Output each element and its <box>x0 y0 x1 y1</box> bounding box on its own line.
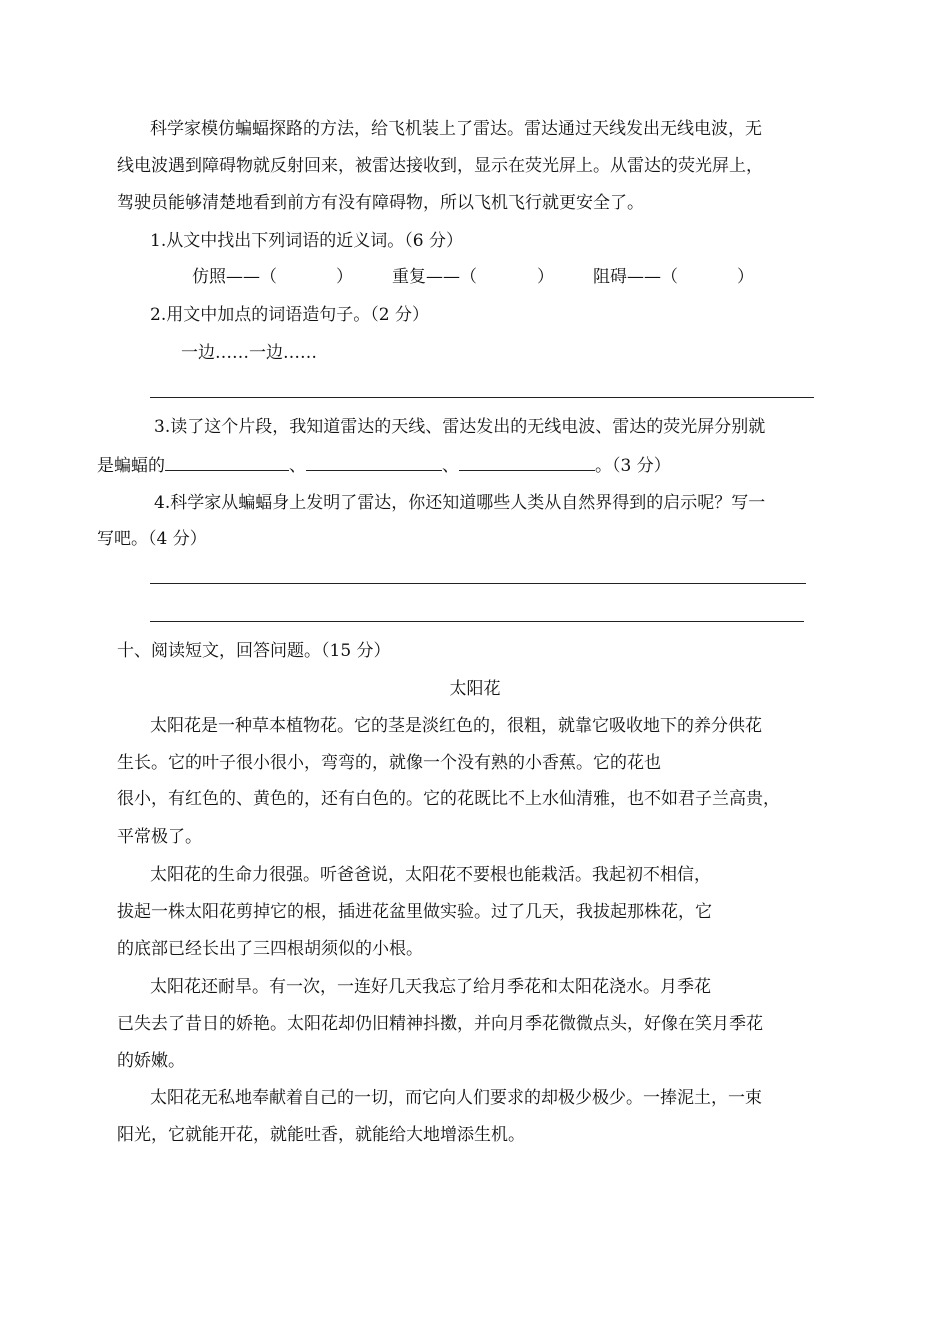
passage2-line-11: 太阳花无私地奉献着自己的一切，而它向人们要求的却极少极少。一捧泥土，一束 <box>150 1088 762 1108</box>
passage2-line-4: 平常极了。 <box>117 827 202 847</box>
q1-prompt: 1.从文中找出下列词语的近义词。（6 分） <box>150 231 463 251</box>
passage2-line-1: 太阳花是一种草本植物花。它的茎是淡红色的，很粗，就靠它吸收地下的养分供花 <box>150 716 762 736</box>
q4-line-1: 4.科学家从蝙蝠身上发明了雷达，你还知道哪些人类从自然界得到的启示呢？写一 <box>154 493 766 513</box>
passage2-line-5: 太阳花的生命力很强。听爸爸说，太阳花不要根也能栽活。我起初不相信， <box>150 865 711 885</box>
q3-tail: 。（3 分） <box>595 456 671 476</box>
passage2-line-2: 生长。它的叶子很小很小，弯弯的，就像一个没有熟的小香蕉。它的花也 <box>117 753 661 773</box>
passage2-title: 太阳花 <box>449 679 501 699</box>
passage2-line-6: 拔起一株太阳花剪掉它的根，插进花盆里做实验。过了几天，我拔起那株花，它 <box>117 902 712 922</box>
q2-prompt: 2.用文中加点的词语造句子。（2 分） <box>150 305 429 325</box>
q3-sep-1: 、 <box>289 456 306 476</box>
q4-answer-line-1[interactable] <box>150 583 806 584</box>
q2-answer-line[interactable] <box>150 397 814 398</box>
passage2-line-7: 的底部已经长出了三四根胡须似的小根。 <box>117 939 423 959</box>
q1-item-1-open: 仿照——（ <box>192 267 277 287</box>
q3-sep-2: 、 <box>442 456 459 476</box>
q3-blank-1[interactable] <box>165 452 289 471</box>
q1-item-2-open: 重复——（ <box>392 267 477 287</box>
q2-phrase: 一边……一边…… <box>181 343 317 363</box>
passage2-line-8: 太阳花还耐旱。有一次，一连好几天我忘了给月季花和太阳花浇水。月季花 <box>150 977 711 997</box>
passage1-line-2: 线电波遇到障碍物就反射回来，被雷达接收到，显示在荧光屏上。从雷达的荧光屏上， <box>117 156 763 176</box>
q3-line-2 <box>97 452 671 478</box>
q4-answer-line-2[interactable] <box>150 621 804 622</box>
q1-item-3-open: 阻碍——（ <box>593 267 678 287</box>
section10-heading: 十、阅读短文，回答问题。（15 分） <box>117 641 391 661</box>
passage2-line-12: 阳光，它就能开花，就能吐香，就能给大地增添生机。 <box>117 1125 525 1145</box>
q1-item-2-close: ） <box>537 267 554 287</box>
passage2-line-9: 已失去了昔日的娇艳。太阳花却仍旧精神抖擞，并向月季花微微点头，好像在笑月季花 <box>117 1014 763 1034</box>
passage1-line-1: 科学家模仿蝙蝠探路的方法，给飞机装上了雷达。雷达通过天线发出无线电波，无 <box>150 119 762 139</box>
passage2-line-3: 很小，有红色的、黄色的，还有白色的。它的花既比不上水仙清雅，也不如君子兰高贵， <box>117 789 780 809</box>
passage1-line-3: 驾驶员能够清楚地看到前方有没有障碍物，所以飞机飞行就更安全了。 <box>117 193 644 213</box>
q3-blank-2[interactable] <box>306 452 442 471</box>
q3-line-1: 3.读了这个片段，我知道雷达的天线、雷达发出的无线电波、雷达的荧光屏分别就 <box>154 417 766 437</box>
q4-line-2: 写吧。（4 分） <box>97 529 207 549</box>
q1-item-3-close: ） <box>737 267 754 287</box>
q3-lead: 是蝙蝠的 <box>97 456 165 476</box>
passage2-line-10: 的娇嫩。 <box>117 1051 185 1071</box>
q1-item-1-close: ） <box>336 267 353 287</box>
q3-blank-3[interactable] <box>459 452 595 471</box>
